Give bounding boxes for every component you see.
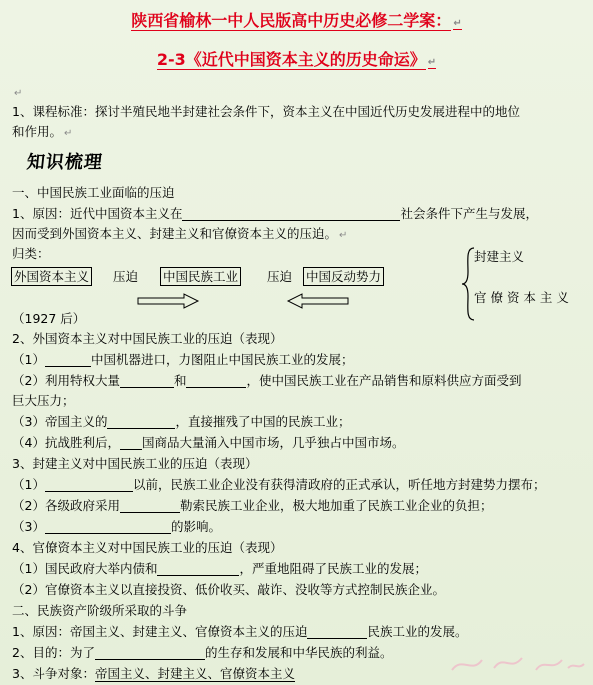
knowledge-review-banner: 知识梳理	[25, 152, 104, 173]
cause-line1: 1、原因：近代中国资本主义在 社会条件下产生与发展，	[12, 206, 538, 221]
section2-heading: 2、外国资本主义对中国民族工业的压迫（表现）	[12, 331, 283, 346]
s3-item1: （1） 以前，民族工业企业没有获得清政府的正式承认，听任地方封建势力摆布；	[12, 477, 546, 492]
s5-item1: 1、原因：帝国主义、封建主义、官僚资本主义的压迫 民族工业的发展。	[12, 624, 468, 639]
cause-line2: 因而受到外国资本主义、封建主义和官僚资本主义的压迫。 ↵	[12, 226, 348, 241]
right-arrow-icon	[138, 294, 198, 308]
section3-heading: 3、封建主义对中国民族工业的压迫（表现）	[12, 456, 258, 471]
box-reactionary-forces: 中国反动势力	[303, 267, 384, 286]
section4-heading: 4、官僚资本主义对中国民族工业的压迫（表现）	[12, 540, 283, 555]
s2-item3: （3）帝国主义的 ，直接摧残了中国的民族工业；	[12, 414, 351, 429]
s3-item3: （3） 的影响。	[12, 519, 221, 534]
document-title-line2: 2-3《近代中国资本主义的历史命运》 ↵	[156, 50, 437, 69]
watermark	[448, 648, 586, 678]
s2-item1: （1） 中国机器进口，力图阻止中国民族工业的发展；	[12, 352, 354, 367]
section1-heading: 一、中国民族工业面临的压迫	[12, 185, 175, 200]
s4-item2: （2）官僚资本主义以直接投资、低价收买、敲诈、没收等方式控制民族企业。	[12, 582, 445, 597]
bureaucratic-capitalism-label: 官 僚 资 本 主 义	[474, 290, 569, 305]
pressure-arrows	[132, 292, 372, 310]
press-label-2: 压迫	[267, 269, 293, 284]
course-standard-line2: 和作用。 ↵	[12, 124, 73, 139]
press-label-1: 压迫	[113, 269, 139, 284]
course-standard-line1: 1、课程标准：探讨半殖民地半封建社会条件下，资本主义在中国近代历史发展进程中的地位	[12, 104, 520, 119]
feudalism-label: 封建主义	[474, 249, 525, 264]
s3-item2: （2）各级政府采用 勒索民族工业企业，极大地加重了民族工业企业的负担；	[12, 498, 493, 513]
blank-paragraph-mark: ↵	[14, 88, 23, 99]
after-1927-label: （1927 后）	[12, 311, 86, 326]
left-arrow-icon	[288, 294, 348, 308]
box-national-industry: 中国民族工业	[160, 267, 241, 286]
s2-item4: （4）抗战胜利后， 国商品大量涌入中国市场，几乎独占中国市场。	[12, 435, 405, 450]
categories-label: 归类：	[12, 246, 50, 261]
s2-item2-cont: 巨大压力；	[12, 393, 75, 408]
section5-heading: 二、民族资产阶级所采取的斗争	[12, 603, 188, 618]
s4-item1: （1）国民政府大举内债和 ，严重地阻碍了民族工业的发展；	[12, 561, 427, 576]
s2-item2: （2）利用特权大量 和 ，使中国民族工业在产品销售和原料供应方面受到	[12, 373, 522, 388]
box-foreign-capitalism: 外国资本主义	[11, 267, 92, 286]
s5-item2: 2、目的：为了 的生存和发展和中华民族的利益。	[12, 645, 393, 660]
document-title-line1: 陕西省榆林一中人民版高中历史必修二学案： ↵	[131, 11, 462, 30]
s5-item3: 3、斗争对象：帝国主义、封建主义、官僚资本主义	[12, 666, 295, 681]
